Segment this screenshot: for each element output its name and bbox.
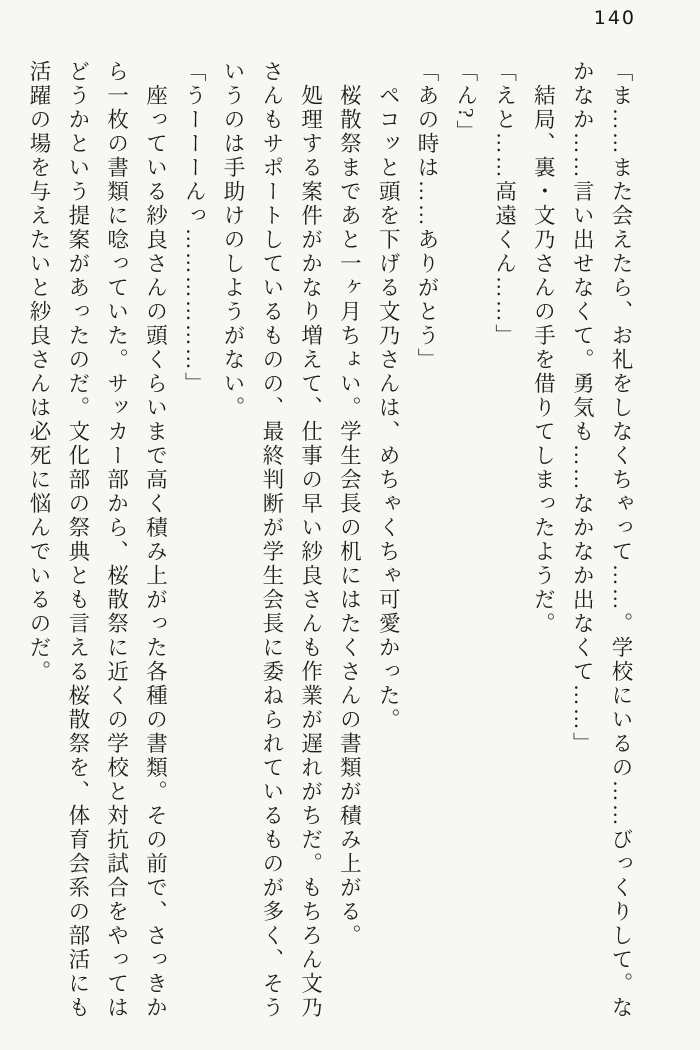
text-line: 処理する案件がかなり増えて、仕事の早い紗良さんも作業が遅れがちだ。もちろん文乃 bbox=[298, 84, 323, 1020]
text-line: かなか……言い出せなくて。勇気も……なかなか出なくて……」 bbox=[570, 60, 595, 756]
text-line: いうのは手助けのしようがない。 bbox=[221, 60, 246, 420]
text-line: 「ま……また会えたら、お礼をしなくちゃって……。学校にいるの……びっくりして。な bbox=[609, 60, 633, 1020]
text-line: 活躍の場を与えたいと紗良さんは必死に悩んでいるのだ。 bbox=[27, 60, 52, 684]
text-line: 結局、裏・文乃さんの手を借りてしまったようだ。 bbox=[531, 84, 556, 636]
text-area bbox=[19, 60, 640, 1022]
text-line: 「ん?」 bbox=[453, 60, 478, 145]
text-line: 「えと……高遠くん……」 bbox=[492, 60, 517, 348]
text-line: 桜散祭まであと一ヶ月ちょい。学生会長の机にはたくさんの書類が積み上がる。 bbox=[337, 84, 362, 948]
text-line: ペコッと頭を下げる文乃さんは、めちゃくちゃ可愛かった。 bbox=[376, 84, 401, 732]
text-line: 座っている紗良さんの頭くらいまで高く積み上がった各種の書類。その前で、さっきか bbox=[143, 84, 168, 1020]
text-line: 「あの時は……ありがとう」 bbox=[415, 60, 440, 372]
page-number: 140 bbox=[593, 7, 636, 29]
text-line: どうかという提案があったのだ。文化部の祭典とも言える桜散祭を、体育会系の部活にも bbox=[65, 60, 90, 1020]
text-line: ら一枚の書類に唸っていた。サッカー部から、桜散祭に近くの学校と対抗試合をやっては bbox=[104, 60, 129, 1020]
text-line: 「うーーーんっ………………」 bbox=[182, 60, 207, 396]
text-line: さんもサポートしているものの、最終判断が学生会長に委ねられているものが多く、そう bbox=[259, 60, 284, 1020]
